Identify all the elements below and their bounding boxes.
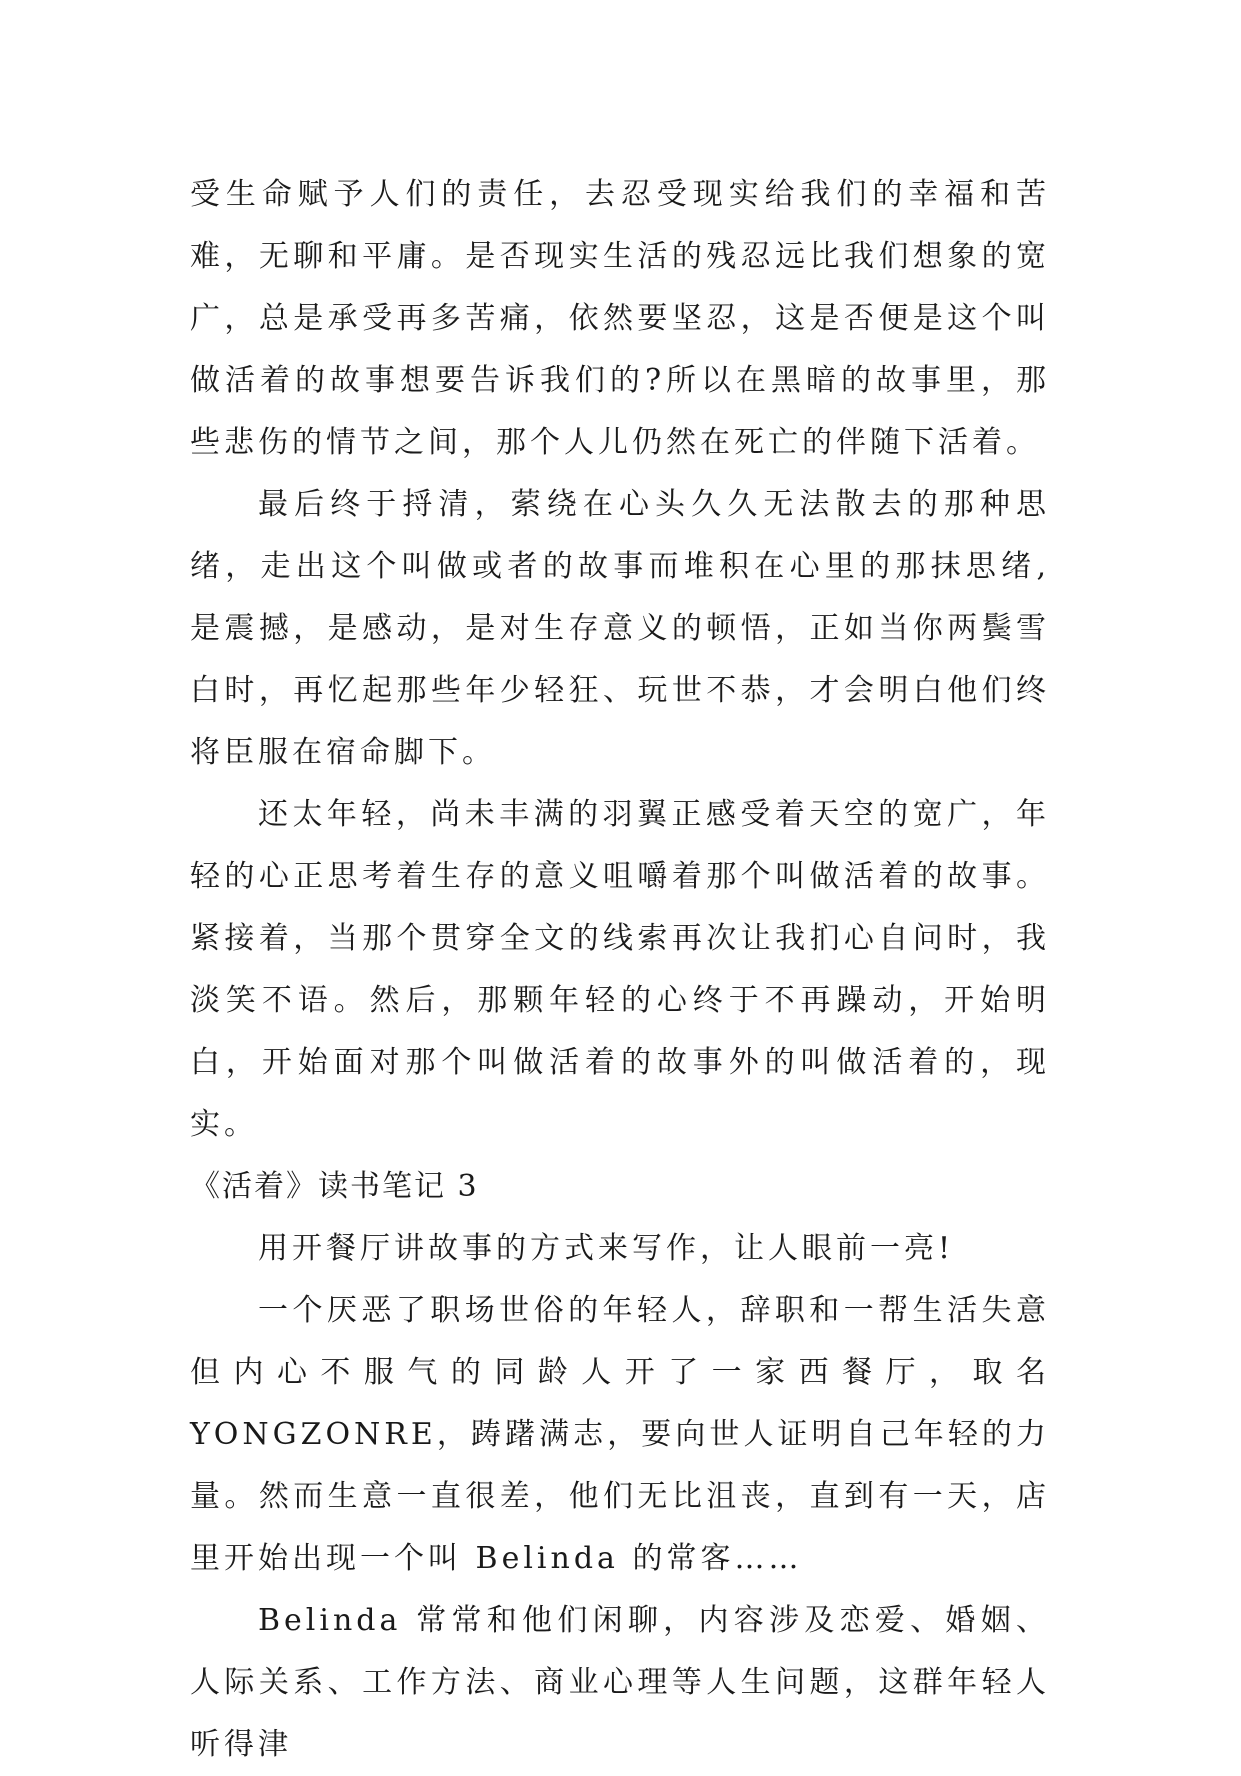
paragraph-5: 一个厌恶了职场世俗的年轻人，辞职和一帮生活失意但内心不服气的同龄人开了一家西餐厅，取名 YONGZONRE，踌躇满志，要向世人证明自己年轻的力量。然而生意一直很差，他们无比沮丧，直到有一天，店里开始出现一个叫 Belinda 的常客…… <box>190 1293 1050 1576</box>
paragraph-2: 最后终于捋清，萦绕在心头久久无法散去的那种思绪，走出这个叫做或者的故事而堆积在心里的那抹思绪,是震撼，是感动，是对生存意义的顿悟，正如当你两鬓雪白时，再忆起那些年少轻狂、玩世不恭，才会明白他们终将臣服在宿命脚下。 <box>190 487 1050 770</box>
paragraph-3: 还太年轻，尚未丰满的羽翼正感受着天空的宽广，年轻的心正思考着生存的意义咀嚼着那个叫做活着的故事。紧接着，当那个贯穿全文的线索再次让我扪心自问时，我淡笑不语。然后，那颗年轻的心终于不再躁动，开始明白，开始面对那个叫做活着的故事外的叫做活着的，现实。 <box>190 797 1050 1142</box>
paragraph-6: Belinda 常常和他们闲聊，内容涉及恋爱、婚姻、人际关系、工作方法、商业心理等人生问题，这群年轻人听得津 <box>190 1603 1050 1762</box>
document-body <box>190 164 1050 1776</box>
section-heading: 《活着》读书笔记 3 <box>190 1169 479 1204</box>
paragraph-4: 用开餐厅讲故事的方式来写作，让人眼前一亮! <box>258 1231 955 1266</box>
paragraph-1: 受生命赋予人们的责任，去忍受现实给我们的幸福和苦难，无聊和平庸。是否现实生活的残忍远比我们想象的宽广，总是承受再多苦痛，依然要坚忍，这是否便是这个叫做活着的故事想要告诉我们的?所以在黑暗的故事里，那些悲伤的情节之间，那个人儿仍然在死亡的伴随下活着。 <box>190 177 1050 460</box>
